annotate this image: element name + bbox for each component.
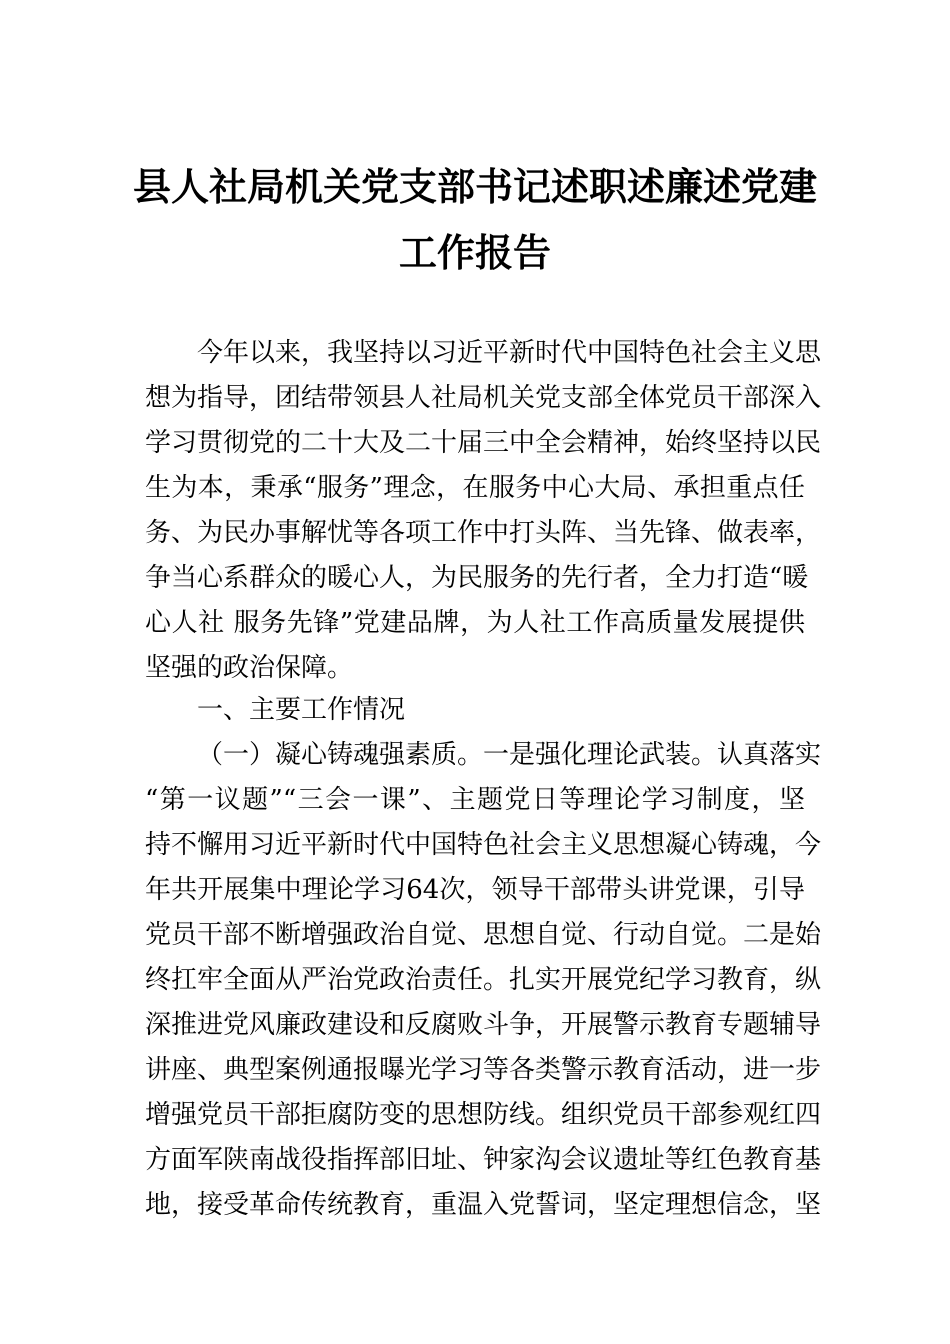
section-paragraph-line: 方面军陕南战役指挥部旧址、钟家沟会议遗址等红色教育基 — [145, 1145, 822, 1175]
intro-paragraph-line: 务、为民办事解忧等各项工作中打头阵、当先锋、做表率， — [145, 518, 822, 548]
section-paragraph-line: 持不懈用习近平新时代中国特色社会主义思想凝心铸魂，今 — [145, 830, 822, 860]
section-paragraph-line: 终扛牢全面从严治党政治责任。扎实开展党纪学习教育，纵 — [145, 965, 822, 995]
section-paragraph-line: “第一议题”“三会一课”、主题党日等理论学习制度，坚 — [145, 785, 805, 815]
section-paragraph-line: 深推进党风廉政建设和反腐败斗争，开展警示教育专题辅导 — [145, 1010, 822, 1040]
intro-paragraph-line: 今年以来，我坚持以习近平新时代中国特色社会主义思 — [197, 338, 822, 368]
document-title-line-1: 县人社局机关党支部书记述职述廉述党建 — [132, 164, 817, 209]
section-heading: 一、主要工作情况 — [197, 695, 406, 725]
section-paragraph-line: （一）凝心铸魂强素质。一是强化理论武装。认真落实 — [197, 740, 822, 770]
document-title-line-2: 工作报告 — [398, 230, 551, 275]
intro-paragraph-line: 心人社 服务先锋”党建品牌，为人社工作高质量发展提供 — [145, 608, 805, 638]
section-paragraph-line: 地，接受革命传统教育，重温入党誓词，坚定理想信念，坚 — [145, 1190, 822, 1220]
intro-paragraph-line: 争当心系群众的暖心人，为民服务的先行者，全力打造“暖 — [145, 563, 809, 593]
section-paragraph-line: 年共开展集中理论学习64次，领导干部带头讲党课，引导 — [145, 875, 805, 905]
section-paragraph-line: 讲座、典型案例通报曝光学习等各类警示教育活动，进一步 — [145, 1055, 822, 1085]
section-paragraph-line: 增强党员干部拒腐防变的思想防线。组织党员干部参观红四 — [145, 1100, 822, 1130]
intro-paragraph-line: 生为本，秉承“服务”理念，在服务中心大局、承担重点任 — [145, 473, 805, 503]
intro-paragraph-line: 坚强的政治保障。 — [145, 653, 354, 683]
intro-paragraph-line: 想为指导，团结带领县人社局机关党支部全体党员干部深入 — [145, 383, 822, 413]
section-paragraph-line: 党员干部不断增强政治自觉、思想自觉、行动自觉。二是始 — [145, 920, 822, 950]
intro-paragraph-line: 学习贯彻党的二十大及二十届三中全会精神，始终坚持以民 — [145, 428, 822, 458]
